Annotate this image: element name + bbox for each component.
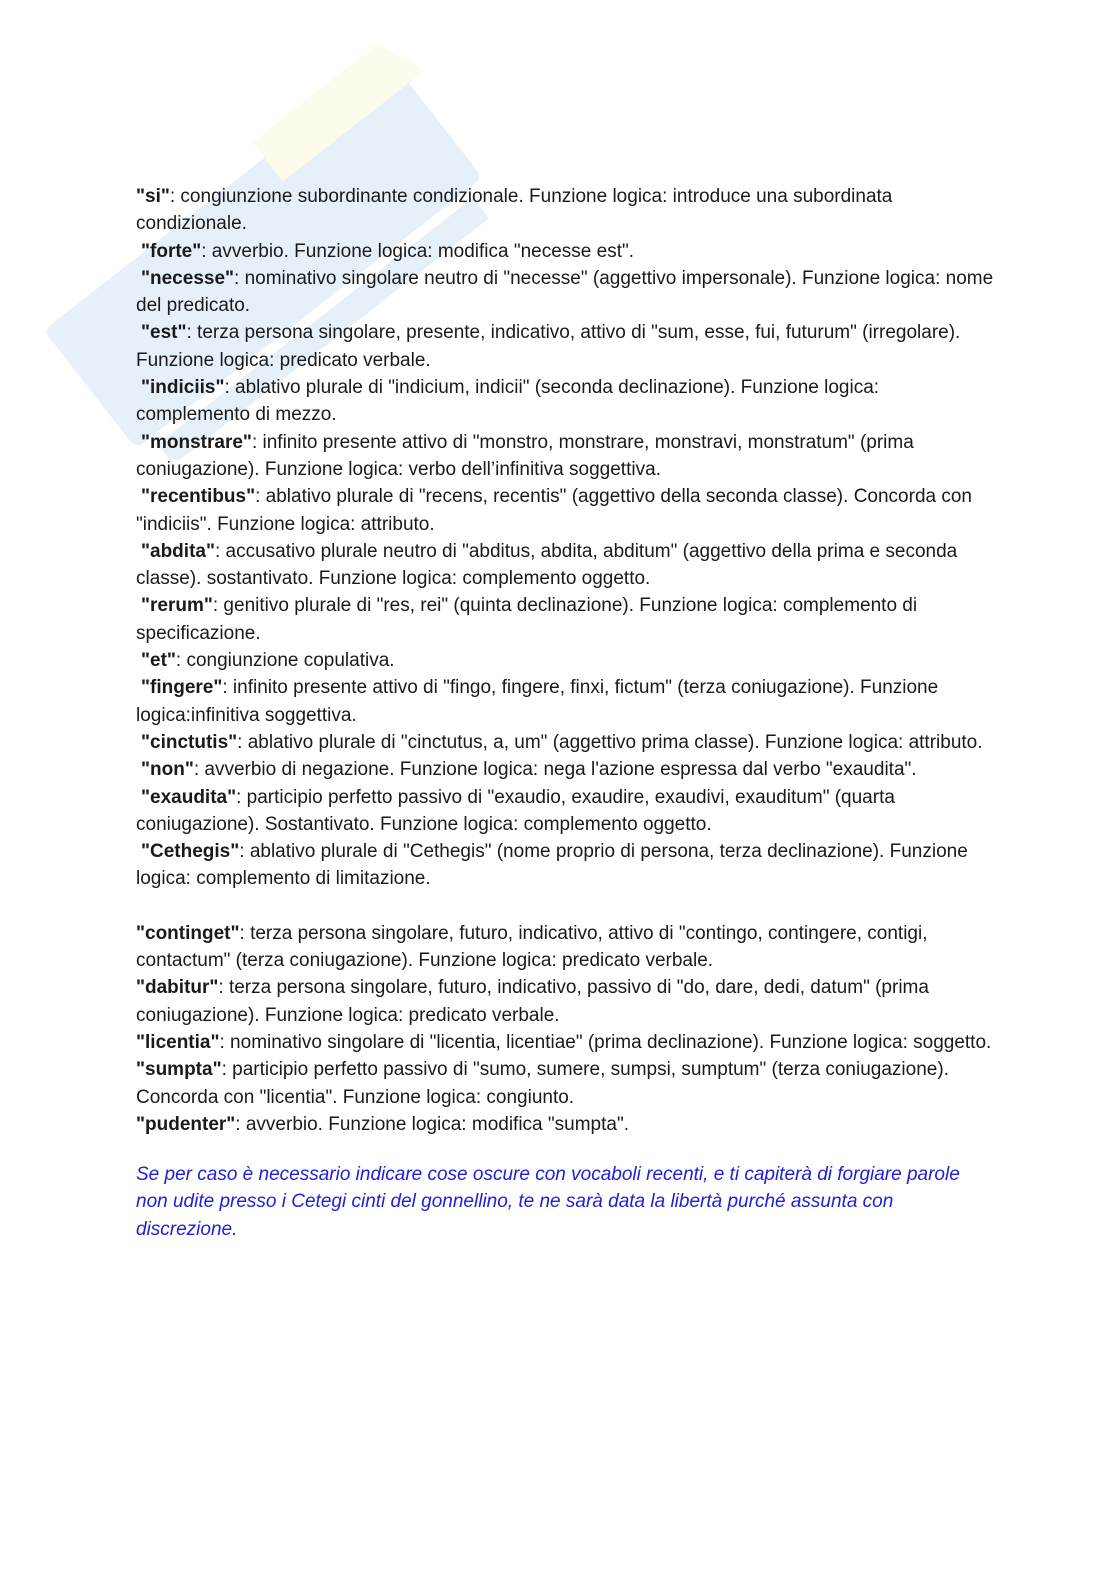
word-term: "abdita" xyxy=(141,540,215,562)
word-entry xyxy=(136,374,996,429)
word-entry xyxy=(136,784,996,839)
word-term: "non" xyxy=(141,759,194,781)
word-term: "sumpta" xyxy=(136,1059,222,1081)
word-entry xyxy=(136,319,996,374)
word-term: "cinctutis" xyxy=(141,731,238,753)
word-entry xyxy=(136,974,996,1029)
word-entry xyxy=(136,1029,996,1056)
word-description: : ablativo plurale di "cinctutus, a, um" (aggettivo prima classe). Funzione logica: attributo. xyxy=(237,731,983,753)
word-entry xyxy=(136,483,996,538)
paragraph-gap xyxy=(136,893,996,920)
word-entry xyxy=(136,183,996,238)
word-term: "et" xyxy=(141,650,176,672)
word-term: "si" xyxy=(136,186,170,207)
word-entry xyxy=(136,429,996,484)
word-entry xyxy=(136,1111,996,1138)
word-description: : ablativo plurale di "indicium, indicii" (seconda declinazione). Funzione logica: complemento di mezzo. xyxy=(136,377,880,426)
word-entry xyxy=(136,265,996,320)
word-term: "fingere" xyxy=(141,677,223,699)
word-entry xyxy=(136,592,996,647)
word-term: "Cethegis" xyxy=(141,841,240,863)
analysis-content xyxy=(136,183,996,1243)
word-description: : avverbio. Funzione logica: modifica "necesse est". xyxy=(201,240,635,262)
word-term: "necesse" xyxy=(141,267,235,289)
word-term: "rerum" xyxy=(141,595,213,617)
word-description: : ablativo plurale di "Cethegis" (nome proprio di persona, terza declinazione). Funzione logica: complemento di limitazione. xyxy=(136,841,968,890)
word-description: : infinito presente attivo di "monstro, monstrare, monstravi, monstratum" (prima coniugazione). Funzione logica: verbo dell’infinitiva soggettiva. xyxy=(136,431,914,480)
word-description: : avverbio. Funzione logica: modifica "sumpta". xyxy=(235,1113,629,1135)
word-term: "recentibus" xyxy=(141,486,256,508)
word-term: "indiciis" xyxy=(141,377,225,399)
word-description: : infinito presente attivo di "fingo, fingere, finxi, fictum" (terza coniugazione). Funzione logica:infinitiva soggettiva. xyxy=(136,677,939,726)
word-term: "continget" xyxy=(136,922,240,944)
word-description: : terza persona singolare, presente, indicativo, attivo di "sum, esse, fui, futurum" (irregolare). Funzione logica: predicato verbale. xyxy=(136,322,961,371)
word-term: "forte" xyxy=(141,240,202,262)
word-entry xyxy=(136,647,996,674)
word-entry xyxy=(136,838,996,893)
word-description: : avverbio di negazione. Funzione logica: nega l'azione espressa dal verbo "exaudita". xyxy=(193,759,917,781)
word-term: "dabitur" xyxy=(136,977,219,999)
word-entry xyxy=(136,538,996,593)
word-description: : ablativo plurale di "recens, recentis" (aggettivo della seconda classe). Concorda con "indiciis". Funzione logica: attributo. xyxy=(136,486,972,535)
word-description: : participio perfetto passivo di "sumo, sumere, sumpsi, sumptum" (terza coniugazione). Concorda con "licentia". Funzione logica: congiunto. xyxy=(136,1059,949,1108)
word-description: : congiunzione copulativa. xyxy=(175,650,395,672)
word-entry xyxy=(136,729,996,756)
word-description: : participio perfetto passivo di "exaudio, exaudire, exaudivi, exauditum" (quarta coniugazione). Sostantivato. Funzione logica: complemento oggetto. xyxy=(136,786,895,835)
word-description: : nominativo singolare neutro di "necesse" (aggettivo impersonale). Funzione logica: nome del predicato. xyxy=(136,267,994,317)
word-entry xyxy=(136,238,996,265)
word-description: : accusativo plurale neutro di "abditus, abdita, abditum" (aggettivo della prima e seconda classe). sostantivato. Funzione logica: complemento oggetto. xyxy=(136,540,958,590)
word-entry xyxy=(136,756,996,783)
word-term: "monstrare" xyxy=(141,431,252,453)
word-entry xyxy=(136,674,996,729)
word-description: : terza persona singolare, futuro, indicativo, attivo di "contingo, contingere, contigi, contactum" (terza coniugazione). Funzione logica: predicato verbale. xyxy=(136,922,928,972)
word-entry xyxy=(136,1056,996,1111)
word-term: "pudenter" xyxy=(136,1113,236,1135)
word-entry xyxy=(136,920,996,975)
word-term: "exaudita" xyxy=(141,786,237,808)
word-description: : nominativo singolare di "licentia, licentiae" (prima declinazione). Funzione logica: soggetto. xyxy=(219,1031,992,1053)
word-term: "licentia" xyxy=(136,1031,220,1053)
word-analysis-group-1 xyxy=(136,183,996,893)
word-description: : terza persona singolare, futuro, indicativo, passivo di "do, dare, dedi, datum" (prima coniugazione). Funzione logica: predicato verbale. xyxy=(136,977,929,1026)
word-description: : genitivo plurale di "res, rei" (quinta declinazione). Funzione logica: complemento di specificazione. xyxy=(136,595,918,644)
word-description: : congiunzione subordinante condizionale. Funzione logica: introduce una subordinata condizionale. xyxy=(136,186,893,235)
paragraph-gap xyxy=(136,1138,996,1161)
translation-paragraph: Se per caso è necessario indicare cose oscure con vocaboli recenti, e ti capiterà di forgiare parole non udite presso i Cetegi cinti del gonnellino, te ne sarà data la libertà purché assunta con discrezione. xyxy=(136,1164,960,1240)
word-analysis-group-2 xyxy=(136,920,996,1138)
word-term: "est" xyxy=(141,322,187,344)
